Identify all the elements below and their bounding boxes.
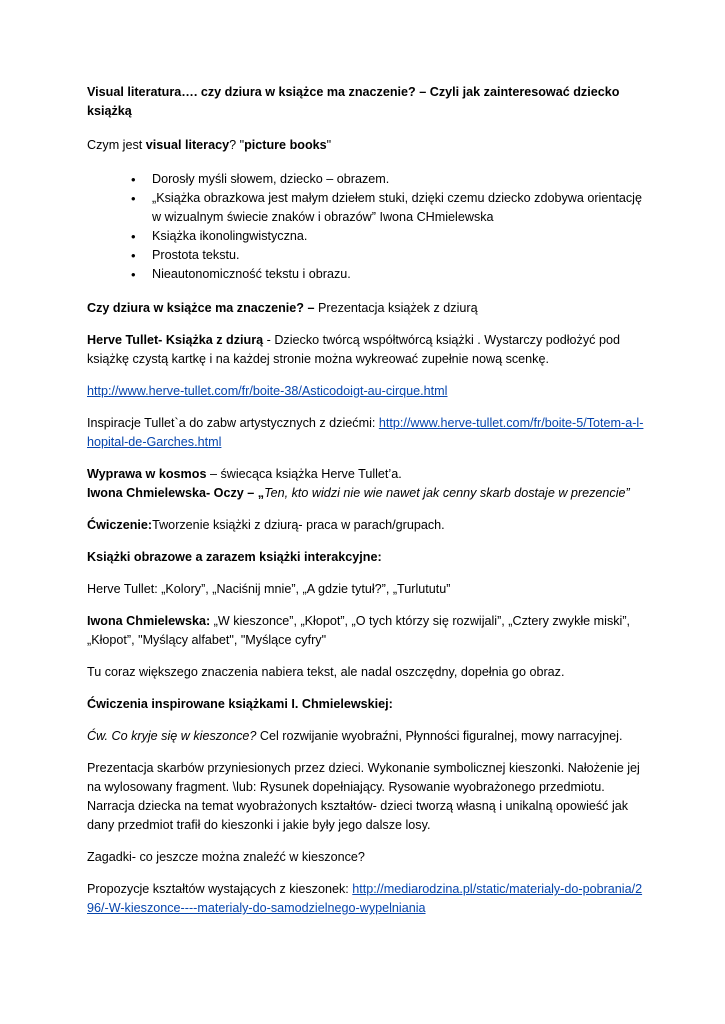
asticodoigt-link[interactable]: http://www.herve-tullet.com/fr/boite-38/Asticodoigt-au-cirque.html — [87, 384, 448, 398]
list-item: • Dorosły myśli słowem, dziecko – obrazem. — [87, 170, 647, 189]
list-item: • „Książka obrazkowa jest małym dziełem stuki, dzięki czemu dziecko zdobywa orientację w wizualnym świecie znaków i obrazów” Iwona CHmielewska — [87, 189, 647, 227]
link-paragraph — [87, 382, 647, 401]
bullet-list — [87, 170, 647, 284]
chmielewska-books: Iwona Chmielewska: „W kieszonce”, „Kłopot”, „O tych którzy się rozwijali”, „Cztery zwykłe miski”, „Kłopot”, "Myślący alfabet", "Myślące cyfry" — [87, 614, 631, 647]
wyprawa-oczy-paragraph: Wyprawa w kosmos – świecąca książka Herve Tullet’a. Iwona Chmielewska- Oczy – „Ten, kto widzi nie wie nawet jak cenny skarb dostaje w prezencie” — [87, 467, 630, 500]
propozycje-paragraph: Propozycje kształtów wystających z kieszonek: http://mediarodzina.pl/static/materialy-do-pobrania/296/-W-kieszonce----materialy-do-samodzielnego-wypelniania — [87, 882, 643, 915]
zagadki-paragraph: Zagadki- co jeszcze można znaleźć w kieszonce? — [87, 850, 365, 864]
inspiracje-paragraph: Inspiracje Tullet`a do zabw artystycznych z dziećmi: http://www.herve-tullet.com/fr/boite-5/Totem-a-l-hopital-de-Garches.html — [87, 416, 644, 449]
list-item: • Prostota tekstu. — [87, 246, 647, 265]
interakcyjne-heading: Książki obrazowe a zarazem książki interakcyjne: — [87, 550, 382, 564]
cwiczenie-paragraph: Ćwiczenie:Tworzenie książki z dziurą- praca w parach/grupach. — [87, 518, 445, 532]
document-title: Visual literatura…. czy dziura w książce ma znaczenie? – Czyli jak zainteresować dziecko książką — [87, 85, 620, 118]
list-item: • Nieautonomiczność tekstu i obrazu. — [87, 265, 647, 284]
intro-line: Czym jest visual literacy? "picture books" — [87, 138, 332, 152]
document-page — [87, 83, 647, 931]
section-dziura: Czy dziura w książce ma znaczenie? – Prezentacja książek z dziurą — [87, 301, 478, 315]
totem-link[interactable]: http://www.herve-tullet.com/fr/boite-5/Totem-a-l-hopital-de-Garches.html — [87, 416, 644, 449]
cw-paragraph: Ćw. Co kryje się w kieszonce? Cel rozwijanie wyobraźni, Płynności figuralnej, mowy narracyjnej. — [87, 729, 623, 743]
prezentacja-paragraph: Prezentacja skarbów przyniesionych przez dzieci. Wykonanie symbolicznej kieszonki. Nałożenie jej na wylosowany fragment. \lub: Rysunek dopełniający. Rysowanie wyobrażonego przedmiotu. Narracja dziecka na temat wyobrażonych kształtów- dzieci tworzą własną i unikalną opowieść jak dany przedmiot trafił do kieszonki i jakie były jego dalsze losy. — [87, 761, 640, 832]
tullet-books: Herve Tullet: „Kolory”, „Naciśnij mnie”, „A gdzie tytuł?”, „Turlututu” — [87, 582, 451, 596]
tekst-note: Tu coraz większego znaczenia nabiera tekst, ale nadal oszczędny, dopełnia go obraz. — [87, 665, 565, 679]
list-item: • Książka ikonolingwistyczna. — [87, 227, 647, 246]
mediarodzina-link[interactable]: http://mediarodzina.pl/static/materialy-do-pobrania/296/-W-kieszonce----materialy-do-samodzielnego-wypelniania — [87, 882, 643, 915]
cwiczenia-heading: Ćwiczenia inspirowane książkami I. Chmielewskiej: — [87, 697, 393, 711]
herve-paragraph: Herve Tullet- Książka z dziurą - Dziecko twórcą współtwórcą książki . Wystarczy podłożyć pod książkę czystą kartkę i na każdej stronie można wykreować zupełnie nową scenkę. — [87, 333, 620, 366]
